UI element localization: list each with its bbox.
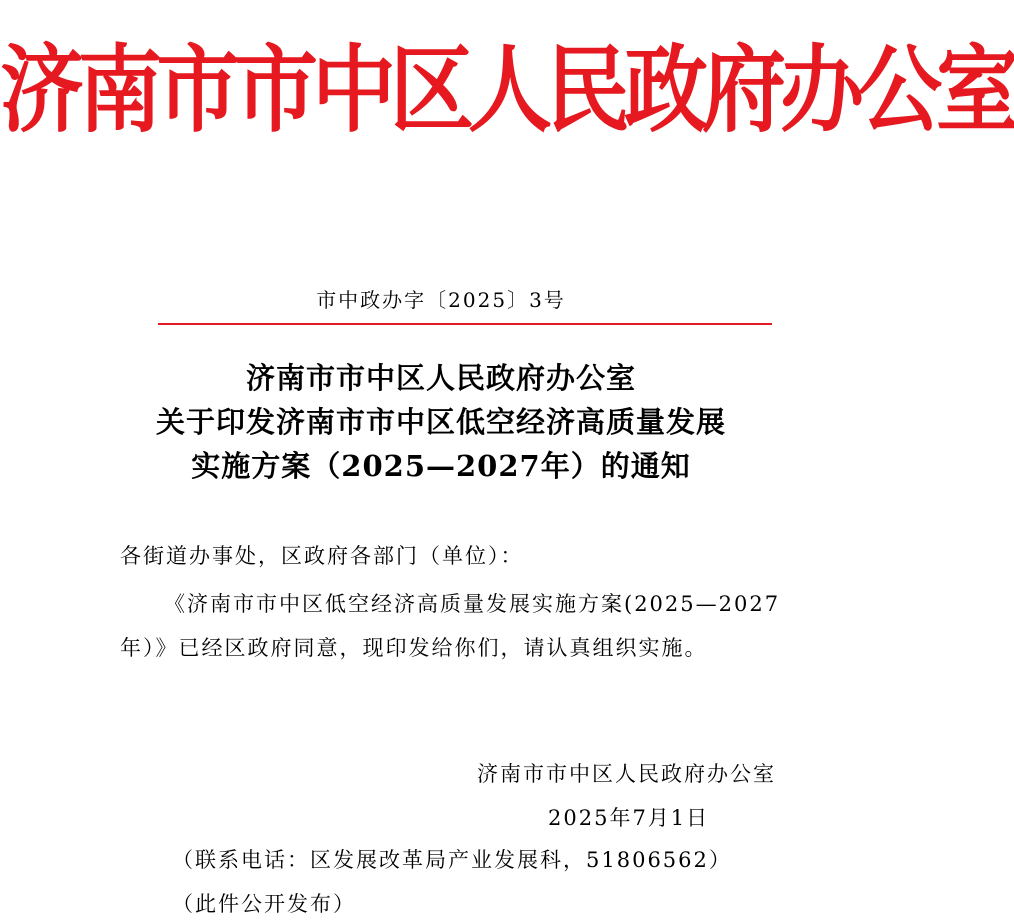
issue-date: 2025年7月1日	[548, 806, 710, 830]
contact-info: （联系电话：区发展改革局产业发展科，51806562）	[172, 848, 732, 872]
red-divider-line	[158, 323, 772, 325]
document-number: 市中政办字〔2025〕3号	[316, 288, 566, 312]
masthead-title: 济南市市中区人民政府办公室	[0, 34, 1014, 145]
title-line-2: 关于印发济南市市中区低空经济高质量发展	[155, 405, 726, 439]
body-paragraph-line-2: 年）》已经区政府同意，现印发给你们，请认真组织实施。	[120, 636, 708, 660]
title-line-1: 济南市市中区人民政府办公室	[245, 361, 636, 395]
publish-note: （此件公开发布）	[172, 892, 356, 916]
issuer-signature: 济南市市中区人民政府办公室	[477, 762, 776, 786]
title-line-3: 实施方案（2025—2027年）的通知	[191, 449, 691, 483]
body-paragraph	[120, 582, 780, 670]
addressee-line: 各街道办事处，区政府各部门（单位）：	[120, 544, 524, 568]
body-paragraph-line-1: 《济南市市中区低空经济高质量发展实施方案(2025—2027	[164, 592, 781, 616]
document-title	[0, 356, 882, 488]
